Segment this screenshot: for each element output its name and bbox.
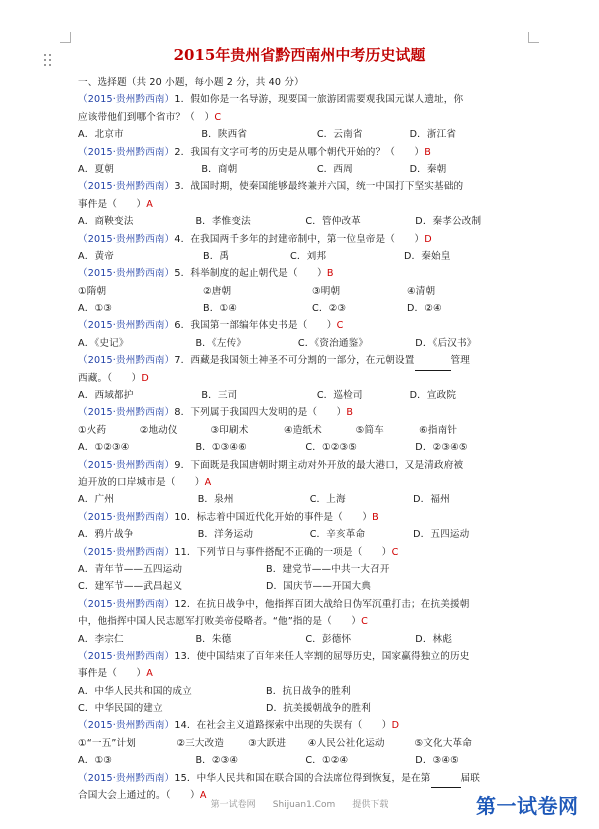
question-text: 3．战国时期，使秦国能够最终兼并六国，统一中国打下坚实基础的 [174, 181, 464, 193]
answer-option[interactable]: ②唐朝 [203, 285, 232, 297]
option-row [78, 752, 528, 769]
answer-option[interactable]: B．建党节——中共一大召开 [266, 563, 390, 575]
question-text: 合国大会上通过的。（ ） [78, 790, 200, 802]
question-line [78, 317, 528, 334]
option-row [78, 300, 528, 317]
footer-download-note: 提供下载 [352, 800, 389, 810]
question-line [78, 717, 528, 734]
answer-option[interactable]: D．五四运动 [413, 529, 470, 541]
answer-option[interactable]: C．管仲改革 [305, 216, 361, 228]
option-row [78, 578, 528, 595]
document-body [78, 74, 528, 804]
question-line [78, 613, 528, 630]
question-text: 8．下列属于我国四大发明的是（ ） [174, 407, 347, 419]
option-row [78, 683, 528, 700]
question-source: （2015·贵州黔西南） [78, 511, 175, 523]
answer-option[interactable]: C．《资治通鉴》 [297, 337, 369, 349]
answer-key: A [146, 198, 153, 210]
page-corner-mark-right [528, 32, 539, 43]
answer-key: B [326, 268, 334, 280]
question-text: 迫开放的口岸城市是（ ） [78, 476, 205, 488]
question-text: 12．在抗日战争中，他指挥百团大战给日伪军沉重打击；在抗美援朝 [174, 598, 470, 610]
answer-key: A [199, 790, 207, 802]
answer-option[interactable]: C．中华民国的建立 [78, 703, 163, 715]
question-source: （2015·贵州黔西南） [78, 355, 175, 367]
answer-option[interactable]: A．黄帝 [78, 250, 114, 262]
question-line [78, 509, 528, 526]
document-title: 2015年贵州省黔西南州中考历史试题 [173, 46, 426, 64]
answer-option[interactable]: A．广州 [78, 494, 114, 506]
question-line [78, 144, 528, 161]
answer-option[interactable]: ①火药 [78, 424, 107, 436]
answer-option[interactable]: D．②③④⑤ [415, 442, 468, 454]
question-text: 14．在社会主义道路探索中出现的失误有（ ） [174, 720, 392, 732]
question-line [78, 370, 528, 387]
answer-option[interactable]: ④清朝 [407, 285, 436, 297]
answer-option[interactable]: B．朱德 [195, 633, 232, 645]
question-line [78, 109, 528, 126]
answer-option[interactable]: D．③④⑤ [415, 755, 459, 767]
question-line [78, 178, 528, 195]
question-line [78, 231, 528, 248]
answer-option[interactable]: D．②④ [407, 303, 442, 315]
answer-option[interactable]: ②地动仪 [139, 424, 178, 436]
answer-option[interactable]: D．浙江省 [409, 129, 457, 141]
question-text: 9．下面既是我国唐朝时期主动对外开放的最大港口，又是清政府被 [174, 459, 464, 471]
fill-in-blank[interactable] [431, 770, 461, 788]
answer-option[interactable]: B．《左传》 [195, 337, 247, 349]
answer-option[interactable]: C．巡检司 [316, 390, 363, 402]
option-row [78, 526, 528, 543]
answer-option[interactable]: ③印刷术 [210, 424, 249, 436]
answer-key: A [204, 476, 212, 488]
answer-option[interactable]: D．秦始皇 [404, 250, 451, 262]
answer-key: D [391, 720, 400, 732]
answer-option[interactable]: D．林彪 [415, 633, 453, 645]
option-row [78, 735, 528, 752]
answer-option[interactable]: ⑤文化大革命 [414, 737, 473, 749]
answer-option[interactable]: D．《后汉书》 [415, 337, 477, 349]
answer-key: C [391, 546, 399, 558]
question-text: 中，他指挥中国人民志愿军打败美帝侵略者。“他”指的是（ ） [78, 616, 362, 628]
answer-option[interactable]: ①隋朝 [78, 285, 107, 297]
answer-option[interactable]: B．泉州 [197, 494, 234, 506]
question-line [78, 770, 528, 787]
answer-option[interactable]: C．彭德怀 [305, 633, 352, 645]
question-text: 7．西藏是我国领土神圣不可分割的一部分，在元朝设置 [174, 355, 415, 367]
question-text: 4．在我国两千多年的封建帝制中，第一位皇帝是（ ） [174, 233, 425, 245]
question-text: 13．使中国结束了百年来任人宰割的屈辱历史，国家赢得独立的历史 [174, 650, 470, 662]
answer-option[interactable]: A．北京市 [78, 129, 124, 141]
question-line [78, 352, 528, 369]
question-text: 11．下列节日与事件搭配不正确的一项是（ ） [174, 546, 392, 558]
answer-key: C [214, 111, 222, 123]
question-source: （2015·贵州黔西南） [78, 268, 175, 280]
section-header: 一、选择题（共 20 小题，每小题 2 分，共 40 分） [78, 77, 304, 88]
answer-option[interactable]: C．刘邦 [290, 250, 327, 262]
answer-option[interactable]: C．①②③⑤ [305, 442, 357, 454]
answer-key: B [346, 407, 354, 419]
question-text: 6．我国第一部编年体史书是（ ） [174, 320, 337, 332]
answer-option[interactable]: B．三司 [201, 390, 238, 402]
fill-in-blank[interactable] [415, 352, 451, 370]
question-line [78, 196, 528, 213]
question-text: 15．中华人民共和国在联合国的合法席位得到恢复，是在第 [174, 772, 431, 784]
answer-option[interactable]: B．①④ [203, 303, 237, 315]
option-row [78, 631, 528, 648]
question-line [78, 665, 528, 682]
question-line [78, 265, 528, 282]
question-line [78, 648, 528, 665]
question-source: （2015·贵州黔西南） [78, 650, 175, 662]
page-corner-mark-left [60, 32, 71, 43]
answer-option[interactable]: A．鸦片战争 [78, 529, 134, 541]
question-source: （2015·贵州黔西南） [78, 546, 175, 558]
answer-option[interactable]: B．洋务运动 [197, 529, 254, 541]
answer-option[interactable]: B．①③④⑥ [195, 442, 247, 454]
answer-option[interactable]: C．①②④ [305, 755, 349, 767]
question-source: （2015·贵州黔西南） [78, 320, 175, 332]
question-text: 2．我国有文字可考的历史是从哪个朝代开始的？（ ） [174, 146, 425, 158]
option-row [78, 213, 528, 230]
answer-option[interactable]: D．国庆节——开国大典 [266, 581, 371, 593]
option-row [78, 491, 528, 508]
answer-option[interactable]: ④人民公社化运动 [307, 737, 385, 749]
answer-option[interactable]: A．西域都护 [78, 390, 134, 402]
answer-key: D [141, 372, 149, 384]
option-row [78, 248, 528, 265]
answer-option[interactable]: A．①③ [78, 755, 112, 767]
option-row [78, 161, 528, 178]
answer-option[interactable]: ⑤简车 [355, 424, 384, 436]
answer-key: B [424, 146, 432, 158]
question-line [78, 404, 528, 421]
question-text-tail: 管理 [450, 355, 471, 367]
question-source: （2015·贵州黔西南） [78, 720, 175, 732]
answer-option[interactable]: C．②③ [312, 303, 347, 315]
question-text: 事件是（ ） [78, 668, 147, 680]
question-text: 5．科举制度的起止朝代是（ ） [174, 268, 327, 280]
answer-option[interactable]: A．李宗仁 [78, 633, 124, 645]
answer-option[interactable]: ③明朝 [312, 285, 341, 297]
answer-key: D [424, 233, 432, 245]
answer-option[interactable]: A．①②③④ [78, 442, 130, 454]
answer-key: C [361, 616, 368, 628]
answer-option[interactable]: C．建军节——武昌起义 [78, 581, 183, 593]
option-row [78, 283, 528, 300]
answer-option[interactable]: A．中华人民共和国的成立 [78, 685, 192, 697]
answer-option[interactable]: B．②③④ [195, 755, 239, 767]
question-text: 西藏。（ ） [78, 372, 142, 384]
option-row [78, 422, 528, 439]
answer-option[interactable]: A．夏朝 [78, 163, 114, 175]
answer-option[interactable]: ③大跃进 [248, 737, 287, 749]
answer-option[interactable]: ⑥指南针 [419, 424, 458, 436]
answer-option[interactable]: D．秦孝公改制 [415, 216, 482, 228]
answer-key: A [146, 668, 153, 680]
answer-option[interactable]: C．上海 [309, 494, 346, 506]
question-text: 1．假如你是一名导游，现要国一旅游团需要观我国元谋人遗址，你 [174, 94, 464, 106]
option-row [78, 335, 528, 352]
answer-option[interactable]: B．陕西省 [201, 129, 248, 141]
question-text: 应该带他们到哪个省市？（ ） [78, 111, 215, 123]
option-row [78, 439, 528, 456]
question-text: 事件是（ ） [78, 198, 147, 210]
answer-key: C [336, 320, 344, 332]
question-source: （2015·贵州黔西南） [78, 233, 175, 245]
answer-option[interactable]: B．禹 [203, 250, 230, 262]
answer-option[interactable]: C．云南省 [316, 129, 363, 141]
answer-option[interactable]: C．西周 [316, 163, 353, 175]
footer-site-url: Shijuan1.Com [272, 800, 336, 810]
question-text: 10．标志着中国近代化开始的事件是（ ） [174, 511, 373, 523]
question-line [78, 474, 528, 491]
answer-option[interactable]: A．《史记》 [78, 337, 129, 349]
question-text-tail: 届联 [460, 772, 481, 784]
answer-option[interactable]: C．辛亥革命 [309, 529, 366, 541]
option-row [78, 561, 528, 578]
question-source: （2015·贵州黔西南） [78, 459, 175, 471]
question-line [78, 544, 528, 561]
question-source: （2015·贵州黔西南） [78, 181, 175, 193]
answer-option[interactable]: ④造纸术 [283, 424, 322, 436]
answer-option[interactable]: A．青年节——五四运动 [78, 563, 183, 575]
question-source: （2015·贵州黔西南） [78, 146, 175, 158]
question-line [78, 91, 528, 108]
answer-option[interactable]: A．商鞅变法 [78, 216, 134, 228]
answer-option[interactable]: ②三大改造 [176, 737, 225, 749]
answer-option[interactable]: A．①③ [78, 303, 112, 315]
question-source: （2015·贵州黔西南） [78, 407, 175, 419]
answer-option[interactable]: D．福州 [413, 494, 450, 506]
answer-option[interactable]: D．秦朝 [409, 163, 447, 175]
answer-option[interactable]: B．抗日战争的胜利 [266, 685, 351, 697]
question-source: （2015·贵州黔西南） [78, 598, 175, 610]
answer-option[interactable]: D．抗美援朝战争的胜利 [266, 703, 371, 715]
footer-site-name: 第一试卷网 [210, 800, 256, 810]
question-source: （2015·贵州黔西南） [78, 772, 175, 784]
answer-option[interactable]: B．孝惟变法 [195, 216, 251, 228]
answer-option[interactable]: D．宣政院 [409, 390, 457, 402]
answer-key: B [372, 511, 379, 523]
option-row [78, 387, 528, 404]
question-source: （2015·贵州黔西南） [78, 94, 175, 106]
question-line [78, 596, 528, 613]
option-row [78, 700, 528, 717]
watermark-logo: 第一试卷网 [476, 794, 579, 818]
option-row [78, 126, 528, 143]
question-line [78, 457, 528, 474]
answer-option[interactable]: B．商朝 [201, 163, 238, 175]
answer-option[interactable]: ①“一五”计划 [78, 737, 136, 749]
